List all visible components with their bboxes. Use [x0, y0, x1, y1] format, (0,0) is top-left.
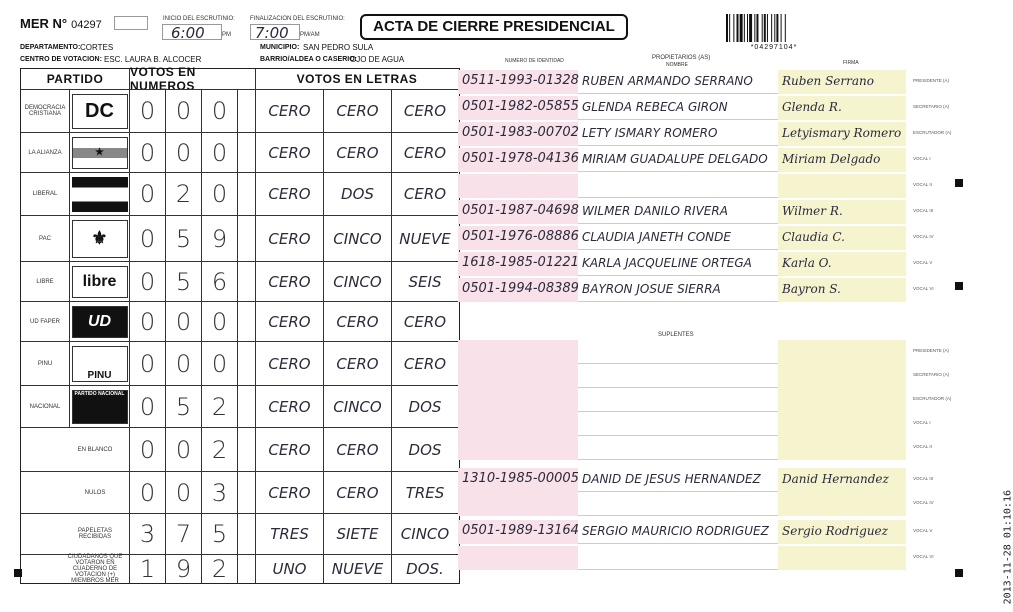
vote-word: SIETE: [323, 514, 391, 554]
vote-word: CERO: [255, 90, 323, 132]
barcode-bar: [733, 14, 734, 42]
vote-row: [21, 215, 458, 261]
official-role: VOCAL II: [913, 182, 932, 187]
name-box: [578, 492, 778, 516]
signature-box: [778, 96, 906, 120]
barcode-bar: [785, 14, 786, 42]
vote-word: CERO: [323, 428, 391, 471]
vote-word: CERO: [255, 216, 323, 261]
scan-timestamp: 2013-11-28 01:10:16: [1002, 490, 1013, 605]
digit-spacer: [237, 133, 255, 172]
vote-digit: 0: [129, 133, 165, 172]
inicio-value: 6:00: [171, 24, 205, 42]
vote-word: CERO: [255, 173, 323, 215]
id-box: [458, 468, 578, 492]
signature-box: [778, 468, 906, 492]
name-box: [578, 468, 778, 492]
name-box: [578, 278, 778, 302]
name-box: [578, 412, 778, 436]
signature: Letyismary Romero: [782, 126, 902, 140]
party-name: LA ALIANZA: [28, 149, 62, 156]
vote-word: CERO: [255, 472, 323, 513]
name-box: [578, 546, 778, 570]
digit-spacer: [237, 216, 255, 261]
official-role: VOCAL II: [913, 444, 932, 449]
vote-digit: 0: [129, 342, 165, 385]
vote-word: CINCO: [323, 216, 391, 261]
official-name: CLAUDIA JANETH CONDE: [582, 230, 731, 244]
vote-word: CERO: [391, 90, 458, 132]
barcode-bar: [740, 14, 743, 42]
mer-label: MER N°: [20, 16, 68, 31]
vote-digit: 0: [165, 90, 201, 132]
fin-label: FINALIZACION DEL ESCRUTINIO:: [250, 16, 345, 22]
vote-digit: 0: [129, 173, 165, 215]
name-box: [578, 96, 778, 120]
propietarios-row: [458, 122, 952, 146]
signature-box: [778, 412, 906, 436]
signature-box: [778, 200, 906, 224]
propietarios-row: [458, 226, 934, 250]
barcode-bar: [771, 14, 772, 42]
barcode-bar: [744, 14, 745, 42]
digit-spacer: [237, 90, 255, 132]
name-box: [578, 340, 778, 364]
vote-digit: 0: [165, 472, 201, 513]
propietarios-row: [458, 252, 933, 276]
name-box: [578, 364, 778, 388]
tse-logo: [114, 16, 148, 30]
name-box: [578, 70, 778, 94]
vote-word: CERO: [255, 342, 323, 385]
vote-word: CERO: [255, 386, 323, 427]
id-number: 1618-1985-01221: [462, 255, 579, 270]
official-name: KARLA JACQUELINE ORTEGA: [582, 256, 752, 270]
vote-digit: 0: [165, 302, 201, 341]
id-number: 0501-1989-13164: [462, 523, 579, 538]
vote-word: CERO: [255, 302, 323, 341]
departamento-value: CORTES: [80, 43, 114, 52]
party-name: PAPELETAS RECIBIDAS: [77, 528, 113, 540]
owners-header: PROPIETARIOS (AS): [652, 55, 711, 61]
official-role: VOCAL I: [913, 420, 931, 425]
id-box: [458, 252, 578, 276]
vote-word: CERO: [391, 342, 458, 385]
vote-digit: 0: [129, 90, 165, 132]
party-name: CIUDADANOS QUE VOTARON EN CUADERNO DE VOTACION (+) MIEMBROS MER: [67, 554, 123, 584]
vote-word: CINCO: [391, 514, 458, 554]
id-number: 0501-1983-00702: [462, 125, 579, 140]
signature: Bayron S.: [782, 282, 841, 296]
id-box: [458, 340, 578, 364]
official-role: ESCRUTADOR (A): [913, 396, 952, 401]
signature-box: [778, 252, 906, 276]
vote-digit: 3: [129, 514, 165, 554]
signature: Danid Hernandez: [782, 472, 889, 486]
vote-word: CERO: [323, 302, 391, 341]
vote-digit: 0: [129, 216, 165, 261]
official-role: VOCAL IV: [913, 500, 934, 505]
signature: Karla O.: [782, 256, 832, 270]
name-box: [578, 436, 778, 460]
id-number: 0501-1994-08389: [462, 281, 579, 296]
vote-digit: 3: [201, 472, 237, 513]
barrio-value: OJO DE AGUA: [350, 55, 405, 64]
vote-row: [21, 427, 458, 471]
digit-spacer: [237, 514, 255, 554]
digit-spacer: [237, 428, 255, 471]
id-box: [458, 520, 578, 544]
signature-box: [778, 546, 906, 570]
party-logo: [69, 173, 129, 215]
id-number: 0501-1987-04698: [462, 203, 579, 218]
document-title: ACTA DE CIERRE PRESIDENCIAL: [360, 14, 628, 40]
municipio-label: MUNICIPIO:: [260, 44, 300, 51]
alignment-marker: [14, 569, 22, 577]
vote-word: DOS: [391, 428, 458, 471]
digit-spacer: [237, 342, 255, 385]
vote-word: CERO: [255, 428, 323, 471]
barcode: [726, 14, 822, 42]
id-number: 0501-1982-05855: [462, 99, 579, 114]
barcode-bar: [776, 14, 778, 42]
official-role: VOCAL V: [913, 528, 933, 533]
centro-value: ESC. LAURA B. ALCOCER: [104, 55, 202, 64]
party-logo: ⚜: [69, 216, 129, 261]
barcode-number: *04297104*: [750, 44, 798, 51]
id-box: [458, 200, 578, 224]
digit-spacer: [237, 302, 255, 341]
signature: Sergio Rodriguez: [782, 524, 888, 538]
official-role: VOCAL III: [913, 208, 934, 213]
vote-word: CINCO: [323, 386, 391, 427]
signature-box: [778, 226, 906, 250]
name-box: [578, 252, 778, 276]
suplentes-header: SUPLENTES: [658, 332, 694, 338]
vote-digit: 0: [165, 428, 201, 471]
propietarios-row: [458, 174, 932, 198]
barcode-bar: [767, 14, 768, 42]
vote-digit: 0: [201, 90, 237, 132]
suplentes-row: [458, 546, 934, 570]
official-name: DANID DE JESUS HERNANDEZ: [582, 472, 761, 486]
signature-box: [778, 520, 906, 544]
name-box: [578, 520, 778, 544]
vote-word: CERO: [391, 133, 458, 172]
centro-label: CENTRO DE VOTACION:: [20, 56, 102, 63]
vote-row: [21, 341, 458, 385]
party-name: PAC: [39, 235, 51, 242]
id-box: [458, 226, 578, 250]
vote-digit: 5: [165, 216, 201, 261]
party-logo: UD: [69, 302, 129, 341]
digit-spacer: [237, 173, 255, 215]
official-name: SERGIO MAURICIO RODRIGUEZ: [582, 524, 769, 538]
signature-box: [778, 148, 906, 172]
vote-digit: 0: [129, 302, 165, 341]
id-box: [458, 148, 578, 172]
vote-word: CERO: [323, 90, 391, 132]
vote-row: [21, 89, 458, 132]
name-box: [578, 122, 778, 146]
name-box: [578, 388, 778, 412]
official-role: PRESIDENTE (A): [913, 78, 950, 83]
official-name: RUBEN ARMANDO SERRANO: [582, 74, 753, 88]
signature-box: [778, 492, 906, 516]
propietarios-row: [458, 278, 934, 302]
name-box: [578, 148, 778, 172]
vote-digit: 0: [165, 133, 201, 172]
party-logo: ★: [69, 133, 129, 172]
party-logo: PINU: [69, 342, 129, 385]
signature: Miriam Delgado: [782, 152, 881, 166]
signature-box: [778, 174, 906, 198]
vote-digit: 5: [165, 386, 201, 427]
party-name: LIBERAL: [32, 191, 58, 197]
barcode-bar: [774, 14, 775, 42]
name-box: [578, 174, 778, 198]
suplentes-row: [458, 436, 932, 460]
signature: Wilmer R.: [782, 204, 843, 218]
vote-digit: 0: [201, 342, 237, 385]
official-role: SECRETARIO (A): [913, 372, 950, 377]
vote-digit: 0: [201, 302, 237, 341]
vote-digit: 9: [165, 555, 201, 583]
alignment-marker: [955, 179, 963, 187]
vote-row: [21, 172, 458, 215]
official-role: ESCRUTADOR (A): [913, 130, 952, 135]
signature: Claudia C.: [782, 230, 845, 244]
official-name: MIRIAM GUADALUPE DELGADO: [582, 152, 768, 166]
suplentes-row: [458, 364, 950, 388]
vote-digit: 0: [129, 386, 165, 427]
digit-spacer: [237, 555, 255, 583]
barcode-bar: [754, 14, 755, 42]
signature: Ruben Serrano: [782, 74, 874, 88]
id-header: NUMERO DE IDENTIDAD: [505, 58, 564, 64]
barrio-label: BARRIO/ALDEA O CASERIO:: [260, 56, 357, 63]
suplentes-row: [458, 412, 931, 436]
vote-digit: 7: [165, 514, 201, 554]
inicio-label: INICIO DEL ESCRUTINIO:: [163, 16, 235, 22]
vote-word: DOS: [323, 173, 391, 215]
signature: Glenda R.: [782, 100, 842, 114]
vote-digit: 5: [165, 262, 201, 301]
vote-word: DOS: [391, 386, 458, 427]
vote-digit: 0: [129, 472, 165, 513]
vote-row: [21, 385, 458, 427]
official-role: VOCAL VI: [913, 554, 934, 559]
header-numeros: VOTOS EN NUMEROS: [129, 69, 255, 89]
barcode-bar: [749, 14, 752, 42]
vote-table-header: [21, 65, 458, 93]
propietarios-row: [458, 96, 950, 120]
id-number: 0511-1993-01328: [462, 73, 579, 88]
vote-digit: 0: [129, 428, 165, 471]
barcode-bar: [764, 14, 766, 42]
vote-digit: 6: [201, 262, 237, 301]
official-name: GLENDA REBECA GIRON: [582, 100, 728, 114]
vote-word: NUEVE: [323, 555, 391, 583]
departamento-label: DEPARTAMENTO:: [20, 44, 81, 51]
vote-word: CERO: [323, 342, 391, 385]
vote-row: [21, 261, 458, 301]
vote-row: [21, 513, 458, 554]
id-box: [458, 546, 578, 570]
name-box: [578, 200, 778, 224]
propietarios-row: [458, 200, 934, 224]
barcode-bar: [781, 14, 782, 42]
digit-spacer: [237, 386, 255, 427]
vote-row: [21, 132, 458, 172]
official-role: VOCAL III: [913, 476, 934, 481]
id-box: [458, 412, 578, 436]
digit-spacer: [237, 472, 255, 513]
vote-digit: 1: [129, 555, 165, 583]
id-box: [458, 70, 578, 94]
name-box: [578, 226, 778, 250]
vote-word: CERO: [255, 133, 323, 172]
vote-word: CERO: [391, 173, 458, 215]
barcode-bar: [737, 14, 739, 42]
barcode-bar: [729, 14, 730, 42]
barcode-bar: [762, 14, 763, 42]
vote-digit: 9: [201, 216, 237, 261]
id-number: 0501-1976-08886: [462, 229, 579, 244]
vote-digit: 2: [201, 428, 237, 471]
alignment-marker: [955, 282, 963, 290]
inicio-suffix: PM: [222, 32, 231, 38]
barcode-bar: [747, 14, 748, 42]
party-name: DEMOCRACIA CRISTIANA: [24, 105, 66, 117]
sig-header: FIRMA: [843, 60, 859, 66]
fin-value: 7:00: [255, 24, 289, 42]
fin-suffix: PM/AM: [300, 32, 320, 38]
id-box: [458, 436, 578, 460]
barcode-bar: [756, 14, 758, 42]
vote-digit: 5: [201, 514, 237, 554]
vote-word: DOS.: [391, 555, 458, 583]
party-name: UD FAPER: [29, 318, 60, 325]
header-letras: VOTOS EN LETRAS: [255, 69, 458, 89]
official-role: VOCAL IV: [913, 234, 934, 239]
vote-digit: 2: [165, 173, 201, 215]
name-header: NOMBRE: [666, 62, 688, 68]
official-role: VOCAL V: [913, 260, 933, 265]
vote-digit: 2: [201, 386, 237, 427]
official-role: SECRETARIO (A): [913, 104, 950, 109]
id-number: 1310-1985-00005: [462, 471, 579, 486]
id-box: [458, 96, 578, 120]
vote-word: CERO: [391, 302, 458, 341]
official-name: WILMER DANILO RIVERA: [582, 204, 728, 218]
vote-row: [21, 471, 458, 513]
suplentes-row: [458, 388, 952, 412]
official-role: VOCAL VI: [913, 286, 934, 291]
vote-row: [21, 301, 458, 341]
suplentes-row: [458, 520, 933, 544]
propietarios-row: [458, 148, 931, 172]
vote-word: NUEVE: [391, 216, 458, 261]
suplentes-row: [458, 492, 934, 516]
inicio-box: [162, 24, 222, 40]
vote-digit: 2: [201, 555, 237, 583]
party-name: LIBRE: [36, 278, 54, 285]
vote-digit: 0: [201, 133, 237, 172]
party-logo: libre: [69, 262, 129, 301]
digit-spacer: [237, 262, 255, 301]
official-name: BAYRON JOSUE SIERRA: [582, 282, 721, 296]
id-box: [458, 122, 578, 146]
signature-box: [778, 122, 906, 146]
vote-word: CINCO: [323, 262, 391, 301]
vote-digit: 0: [129, 262, 165, 301]
party-name: NACIONAL: [29, 403, 61, 410]
id-number: 0501-1978-04136: [462, 151, 579, 166]
party-logo: DC: [69, 90, 129, 132]
id-box: [458, 492, 578, 516]
vote-word: CERO: [255, 262, 323, 301]
header-partido: PARTIDO: [46, 72, 104, 86]
suplentes-row: [458, 340, 950, 364]
propietarios-row: [458, 70, 950, 94]
barcode-bar: [726, 14, 728, 42]
party-name: EN BLANCO: [77, 446, 113, 453]
party-name: PINU: [37, 360, 53, 367]
signature-box: [778, 340, 906, 364]
signature-box: [778, 436, 906, 460]
vote-word: TRES: [391, 472, 458, 513]
party-logo: PARTIDO NACIONAL: [69, 386, 129, 427]
vote-word: CERO: [323, 472, 391, 513]
id-box: [458, 388, 578, 412]
suplentes-row: [458, 468, 934, 492]
vote-row: [21, 554, 458, 583]
mer-number: [20, 16, 102, 31]
municipio-value: SAN PEDRO SULA: [303, 43, 374, 52]
alignment-marker: [955, 569, 963, 577]
official-role: VOCAL I: [913, 156, 931, 161]
vote-digit: 0: [165, 342, 201, 385]
party-name: NULOS: [84, 489, 106, 496]
signature-box: [778, 388, 906, 412]
signature-box: [778, 364, 906, 388]
official-name: LETY ISMARY ROMERO: [582, 126, 718, 140]
id-box: [458, 364, 578, 388]
id-box: [458, 278, 578, 302]
vote-word: SEIS: [391, 262, 458, 301]
vote-word: UNO: [255, 555, 323, 583]
id-box: [458, 174, 578, 198]
vote-table: [20, 65, 460, 584]
official-role: PRESIDENTE (A): [913, 348, 950, 353]
vote-digit: 0: [201, 173, 237, 215]
vote-word: CERO: [323, 133, 391, 172]
signature-box: [778, 278, 906, 302]
fin-box: [250, 24, 300, 40]
signature-box: [778, 70, 906, 94]
mer-number-value: 04297: [71, 19, 102, 31]
vote-word: TRES: [255, 514, 323, 554]
